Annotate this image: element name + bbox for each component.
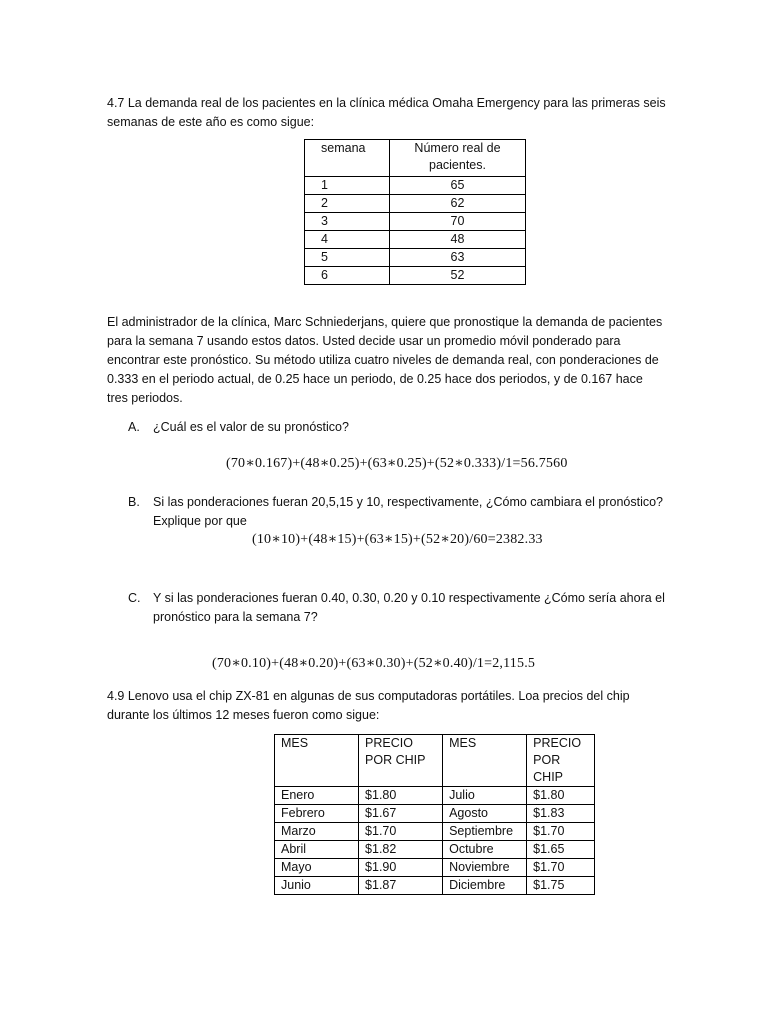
table-header-row <box>305 140 526 177</box>
table-cell: 5 <box>305 249 390 267</box>
table-row <box>305 195 526 213</box>
question-c <box>128 589 668 627</box>
table-cell: $1.75 <box>527 877 595 895</box>
column-header-mes: MES <box>275 735 359 787</box>
table-cell: Septiembre <box>443 823 527 841</box>
column-header-semana: semana <box>305 140 390 177</box>
table-row <box>305 177 526 195</box>
problem-4-9-intro: 4.9 Lenovo usa el chip ZX-81 en algunas de sus computadoras portátiles. Loa precios del chip durante los últimos 12 meses fueron como sigue: <box>107 689 630 722</box>
chip-price-table <box>274 734 595 895</box>
table-cell: 4 <box>305 231 390 249</box>
question-text: ¿Cuál es el valor de su pronóstico? <box>153 420 349 434</box>
table-row <box>305 249 526 267</box>
question-b <box>128 493 668 531</box>
patient-demand-table <box>304 139 526 285</box>
table-cell: Febrero <box>275 805 359 823</box>
problem-4-7-paragraph: El administrador de la clínica, Marc Schniederjans, quiere que pronostique la demanda de pacientes para la semana 7 usando estos datos. Usted decide usar un promedio móvil ponderado para encontrar este pronóstico. Su método utiliza cuatro niveles de demanda real, con ponderaciones de 0.333 en el periodo actual, de 0.25 hace un periodo, de 0.25 hace dos periodos, y de 0.167 hace tres periodos. <box>107 315 663 405</box>
problem-4-7-intro: 4.7 La demanda real de los pacientes en la clínica médica Omaha Emergency para las primeras seis semanas de este año es como sigue: <box>107 96 666 129</box>
table-cell: 62 <box>390 195 526 213</box>
table-cell: $1.67 <box>359 805 443 823</box>
table-cell: 48 <box>390 231 526 249</box>
column-header-mes: MES <box>443 735 527 787</box>
table-cell: Agosto <box>443 805 527 823</box>
table-cell: Julio <box>443 787 527 805</box>
table-cell: 52 <box>390 267 526 285</box>
table-cell: 1 <box>305 177 390 195</box>
question-label: C. <box>128 591 141 605</box>
table-cell: 63 <box>390 249 526 267</box>
question-label: A. <box>128 420 140 434</box>
table-cell: 3 <box>305 213 390 231</box>
table-row <box>275 841 595 859</box>
table-row <box>275 805 595 823</box>
table-cell: Mayo <box>275 859 359 877</box>
formula-a: (70∗0.167)+(48∗0.25)+(63∗0.25)+(52∗0.333)/1=56.7560 <box>226 456 568 471</box>
table-row <box>305 267 526 285</box>
question-text: Si las ponderaciones fueran 20,5,15 y 10, respectivamente, ¿Cómo cambiara el pronóstico? Explique por que <box>153 495 664 528</box>
table-cell: $1.90 <box>359 859 443 877</box>
table-cell: $1.70 <box>527 823 595 841</box>
question-a <box>128 418 668 437</box>
question-text: Y si las ponderaciones fueran 0.40, 0.30, 0.20 y 0.10 respectivamente ¿Cómo sería ahora el pronóstico para la semana 7? <box>153 591 665 624</box>
table-cell: Enero <box>275 787 359 805</box>
table-cell: 2 <box>305 195 390 213</box>
table-cell: Noviembre <box>443 859 527 877</box>
table-cell: 65 <box>390 177 526 195</box>
table-cell: $1.80 <box>527 787 595 805</box>
question-label: B. <box>128 495 140 509</box>
table-cell: $1.70 <box>359 823 443 841</box>
table-cell: 6 <box>305 267 390 285</box>
table-cell: Marzo <box>275 823 359 841</box>
table-cell: Junio <box>275 877 359 895</box>
column-header-precio: PRECIO POR CHIP <box>527 735 595 787</box>
table-cell: $1.83 <box>527 805 595 823</box>
table-cell: $1.82 <box>359 841 443 859</box>
table-header-row <box>275 735 595 787</box>
column-header-precio: PRECIO POR CHIP <box>359 735 443 787</box>
formula-c: (70∗0.10)+(48∗0.20)+(63∗0.30)+(52∗0.40)/1=2,115.5 <box>212 656 536 671</box>
table-row <box>305 213 526 231</box>
formula-b: (10∗10)+(48∗15)+(63∗15)+(52∗20)/60=2382.33 <box>252 532 543 547</box>
table-cell: Abril <box>275 841 359 859</box>
column-header-patients: Número real de pacientes. <box>390 140 526 177</box>
table-row <box>275 823 595 841</box>
table-row <box>275 859 595 877</box>
table-cell: $1.80 <box>359 787 443 805</box>
table-cell: $1.87 <box>359 877 443 895</box>
table-cell: 70 <box>390 213 526 231</box>
table-cell: Octubre <box>443 841 527 859</box>
table-cell: Diciembre <box>443 877 527 895</box>
table-row <box>275 877 595 895</box>
table-cell: $1.70 <box>527 859 595 877</box>
table-row <box>305 231 526 249</box>
table-row <box>275 787 595 805</box>
table-cell: $1.65 <box>527 841 595 859</box>
